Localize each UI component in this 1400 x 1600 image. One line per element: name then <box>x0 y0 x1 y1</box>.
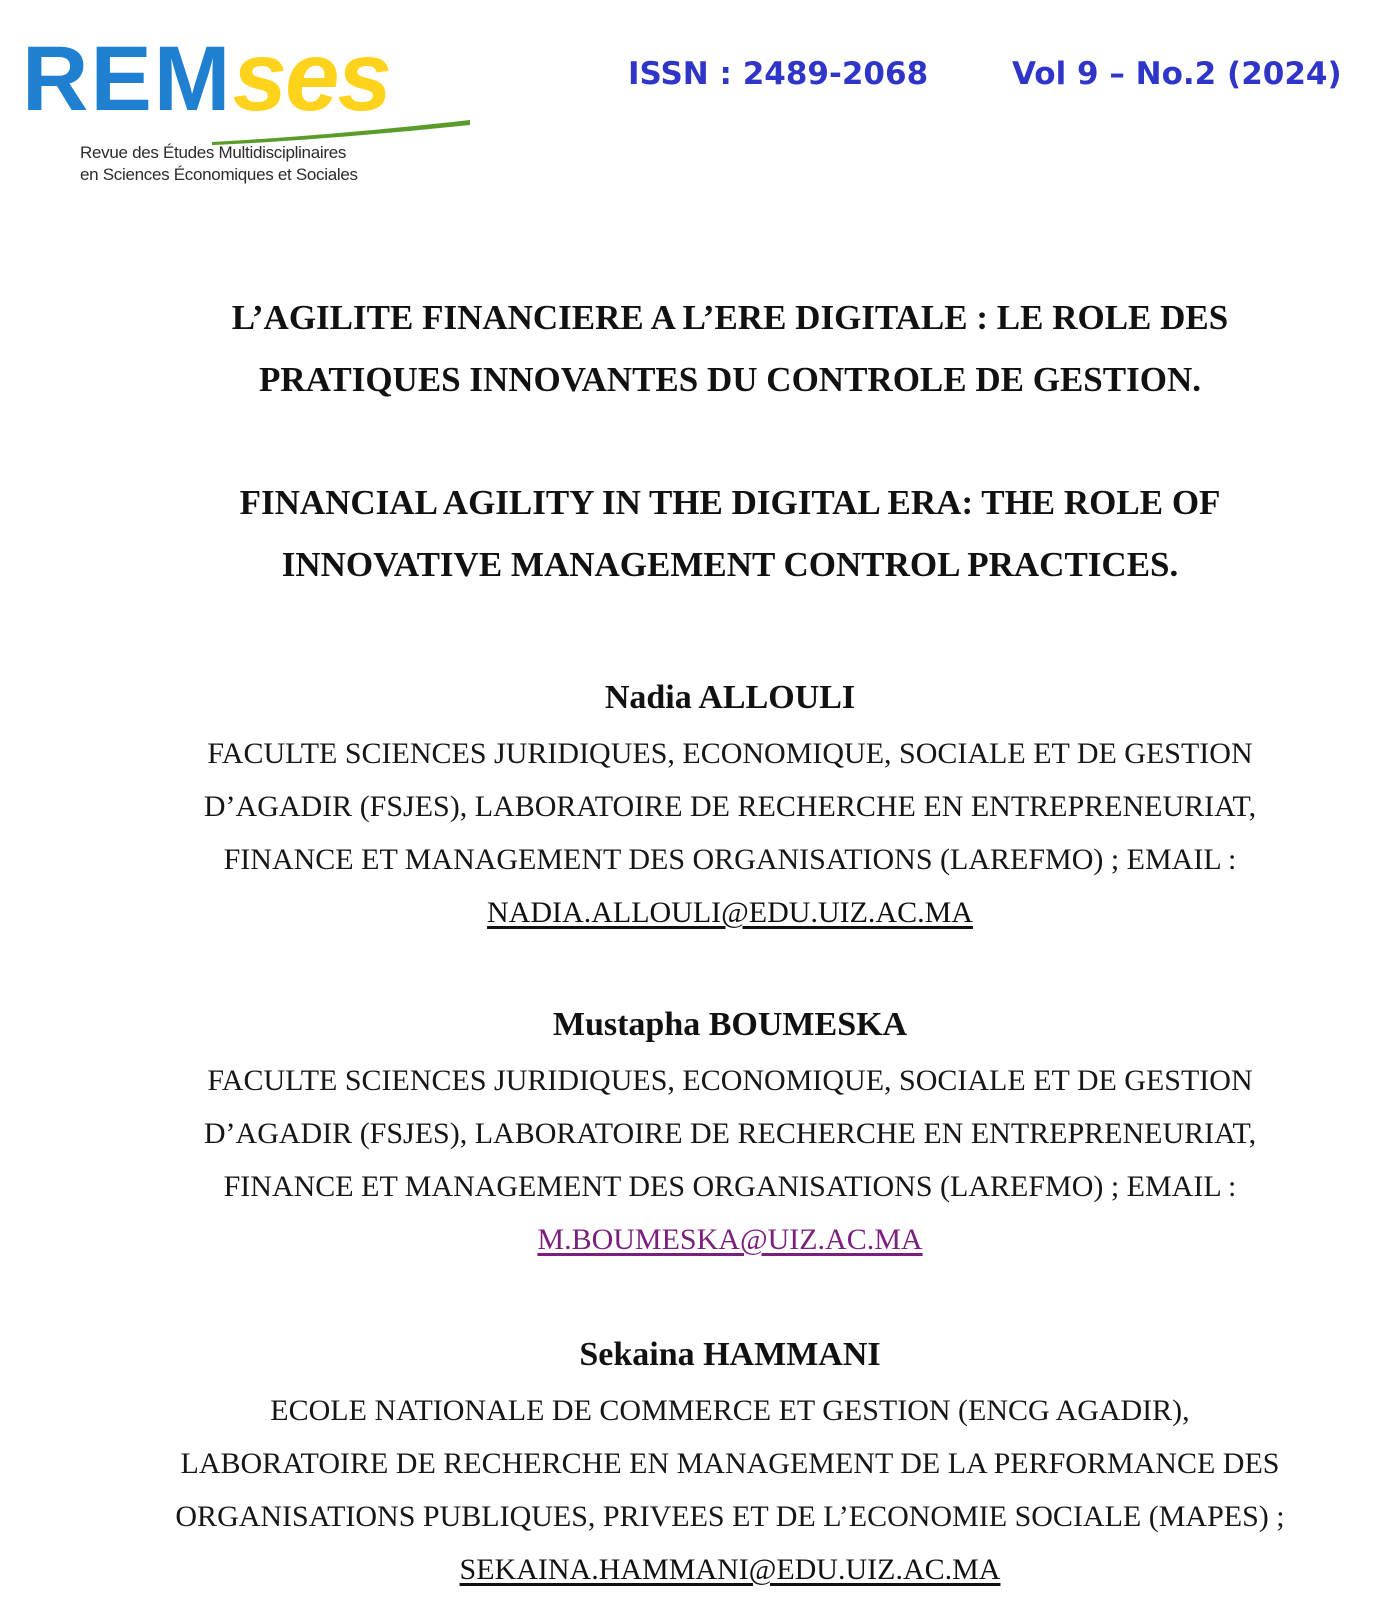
logo-subtitle-line: Revue des Études Multidisciplinaires <box>80 143 347 162</box>
affiliation-line: ECOLE NATIONALE DE COMMERCE ET GESTION (ENCG AGADIR), <box>270 1394 1190 1427</box>
affiliation-line: FACULTE SCIENCES JURIDIQUES, ECONOMIQUE, SOCIALE ET DE GESTION <box>207 737 1253 770</box>
author-email-link[interactable]: SEKAINA.HAMMANI@EDU.UIZ.AC.MA <box>459 1553 1001 1586</box>
author-name: Nadia ALLOULI <box>604 679 856 716</box>
affiliation-line: ORGANISATIONS PUBLIQUES, PRIVEES ET DE L’ECONOMIE SOCIALE (MAPES) ; <box>175 1500 1285 1533</box>
author-block <box>60 673 1400 939</box>
title-line: L’AGILITE FINANCIERE A L’ERE DIGITALE : LE ROLE DES <box>231 298 1229 337</box>
title-line: FINANCIAL AGILITY IN THE DIGITAL ERA: THE ROLE OF <box>239 483 1221 522</box>
title-line: INNOVATIVE MANAGEMENT CONTROL PRACTICES. <box>281 545 1179 584</box>
logo-wordmark <box>22 21 390 131</box>
author-affiliation <box>60 1054 1400 1266</box>
affiliation-line: FINANCE ET MANAGEMENT DES ORGANISATIONS (LAREFMO) ; EMAIL : <box>223 843 1237 876</box>
logo-subtitle <box>80 142 358 186</box>
logo-wordmark-rem: REM <box>22 28 233 130</box>
page-header <box>0 0 1400 200</box>
affiliation-line: LABORATOIRE DE RECHERCHE EN MANAGEMENT DE LA PERFORMANCE DES <box>180 1447 1280 1480</box>
logo-wordmark-ses: ses <box>232 21 390 131</box>
issn-label: ISSN : 2489-2068 <box>628 56 929 92</box>
author-block <box>60 1000 1400 1266</box>
volume-label: Vol 9 – No.2 (2024) <box>1012 56 1342 92</box>
journal-logo <box>22 21 462 186</box>
article-title-french <box>100 287 1360 411</box>
affiliation-line: FINANCE ET MANAGEMENT DES ORGANISATIONS (LAREFMO) ; EMAIL : <box>223 1170 1237 1203</box>
affiliation-line: FACULTE SCIENCES JURIDIQUES, ECONOMIQUE, SOCIALE ET DE GESTION <box>207 1064 1253 1097</box>
author-email-link[interactable]: NADIA.ALLOULI@EDU.UIZ.AC.MA <box>487 896 973 929</box>
author-name: Sekaina HAMMANI <box>579 1336 881 1373</box>
affiliation-line: D’AGADIR (FSJES), LABORATOIRE DE RECHERCHE EN ENTREPRENEURIAT, <box>203 1117 1257 1150</box>
title-line: PRATIQUES INNOVANTES DU CONTROLE DE GESTION. <box>259 360 1201 399</box>
author-email-link[interactable]: M.BOUMESKA@UIZ.AC.MA <box>537 1223 923 1256</box>
author-name: Mustapha BOUMESKA <box>552 1006 908 1043</box>
author-block <box>60 1330 1400 1596</box>
affiliation-line: D’AGADIR (FSJES), LABORATOIRE DE RECHERCHE EN ENTREPRENEURIAT, <box>203 790 1257 823</box>
author-affiliation <box>60 727 1400 939</box>
article-title-english <box>100 472 1360 596</box>
logo-subtitle-line: en Sciences Économiques et Sociales <box>80 165 358 184</box>
author-affiliation <box>60 1384 1400 1596</box>
